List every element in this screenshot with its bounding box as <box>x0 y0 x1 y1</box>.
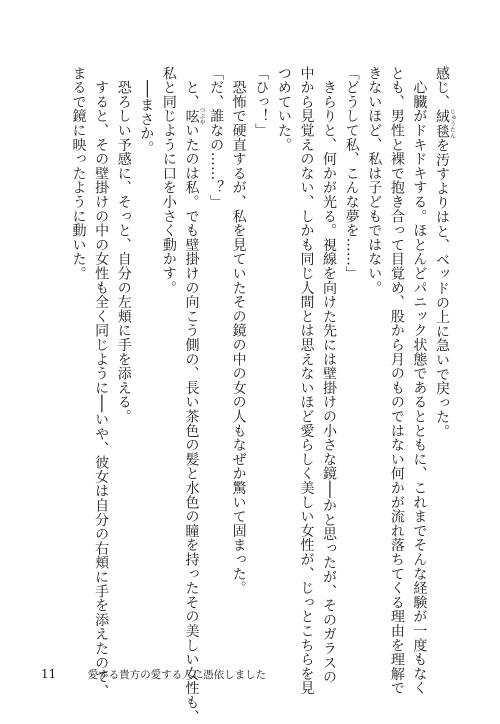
text-line: 「ひっ！」 <box>253 66 270 138</box>
text-line: 心臓がドキドキする。ほとんどパニック状態であるとともに、これまでそんな経験が一度もなく <box>411 66 428 696</box>
text-line: とも、男性と裸で抱き合って目覚め、股から月のものではない何かが流れ落ちてくる理由を理解で <box>388 66 405 696</box>
text-line: きないほど、私は子どもではない。 <box>366 66 383 295</box>
book-title: 愛する貴方の愛する人に憑依しました <box>87 669 267 681</box>
text-line: つめていた。 <box>275 66 292 152</box>
page-footer <box>41 667 266 682</box>
text-line: まるで鏡に映ったように動いた。 <box>70 66 87 281</box>
ruby-murmur: 呟つぶや <box>183 107 205 126</box>
page-number: 11 <box>41 667 57 681</box>
text-line: 感じ、絨毯じゅうたんを汚すよりはと、ベッドの上に急いで戻った。 <box>434 66 456 439</box>
text-line: 恐怖で硬直するが、私を見ていたその鏡の中の女の人もなぜか驚いて固まった。 <box>230 66 247 596</box>
text-line: 私と同じように口を小さく動かす。 <box>160 66 177 295</box>
text-line: 「だ、誰なの……？」 <box>208 66 225 209</box>
text-line: きらりと、何かが光る。視線を向けた先には壁掛けの小さな鏡──かと思ったが、そのガラスの <box>321 66 338 685</box>
text-line: すると、その壁掛けの中の女性も全く同じように──いや、彼女は自分の右頬に手を添えたので、 <box>93 66 110 699</box>
text-line: と、呟つぶやいたのは私。でも壁掛けの向こう側の、長い茶色の髪と水色の瞳を持ったその美しい女性も、 <box>183 66 205 724</box>
text-line: 恐ろしい予感に、そっと、自分の左頬に手を添える。 <box>115 66 132 424</box>
ruby-carpet: 絨毯じゅうたん <box>434 108 456 139</box>
text-line: 中から見覚えのない、しかも同じ人間とは思えないほど愛らしく美しい女性が、じっとこちらを見 <box>298 66 315 696</box>
text-line: ──まさか。 <box>138 66 155 155</box>
text-line: 「どうして私、こんな夢を……」 <box>343 66 360 281</box>
